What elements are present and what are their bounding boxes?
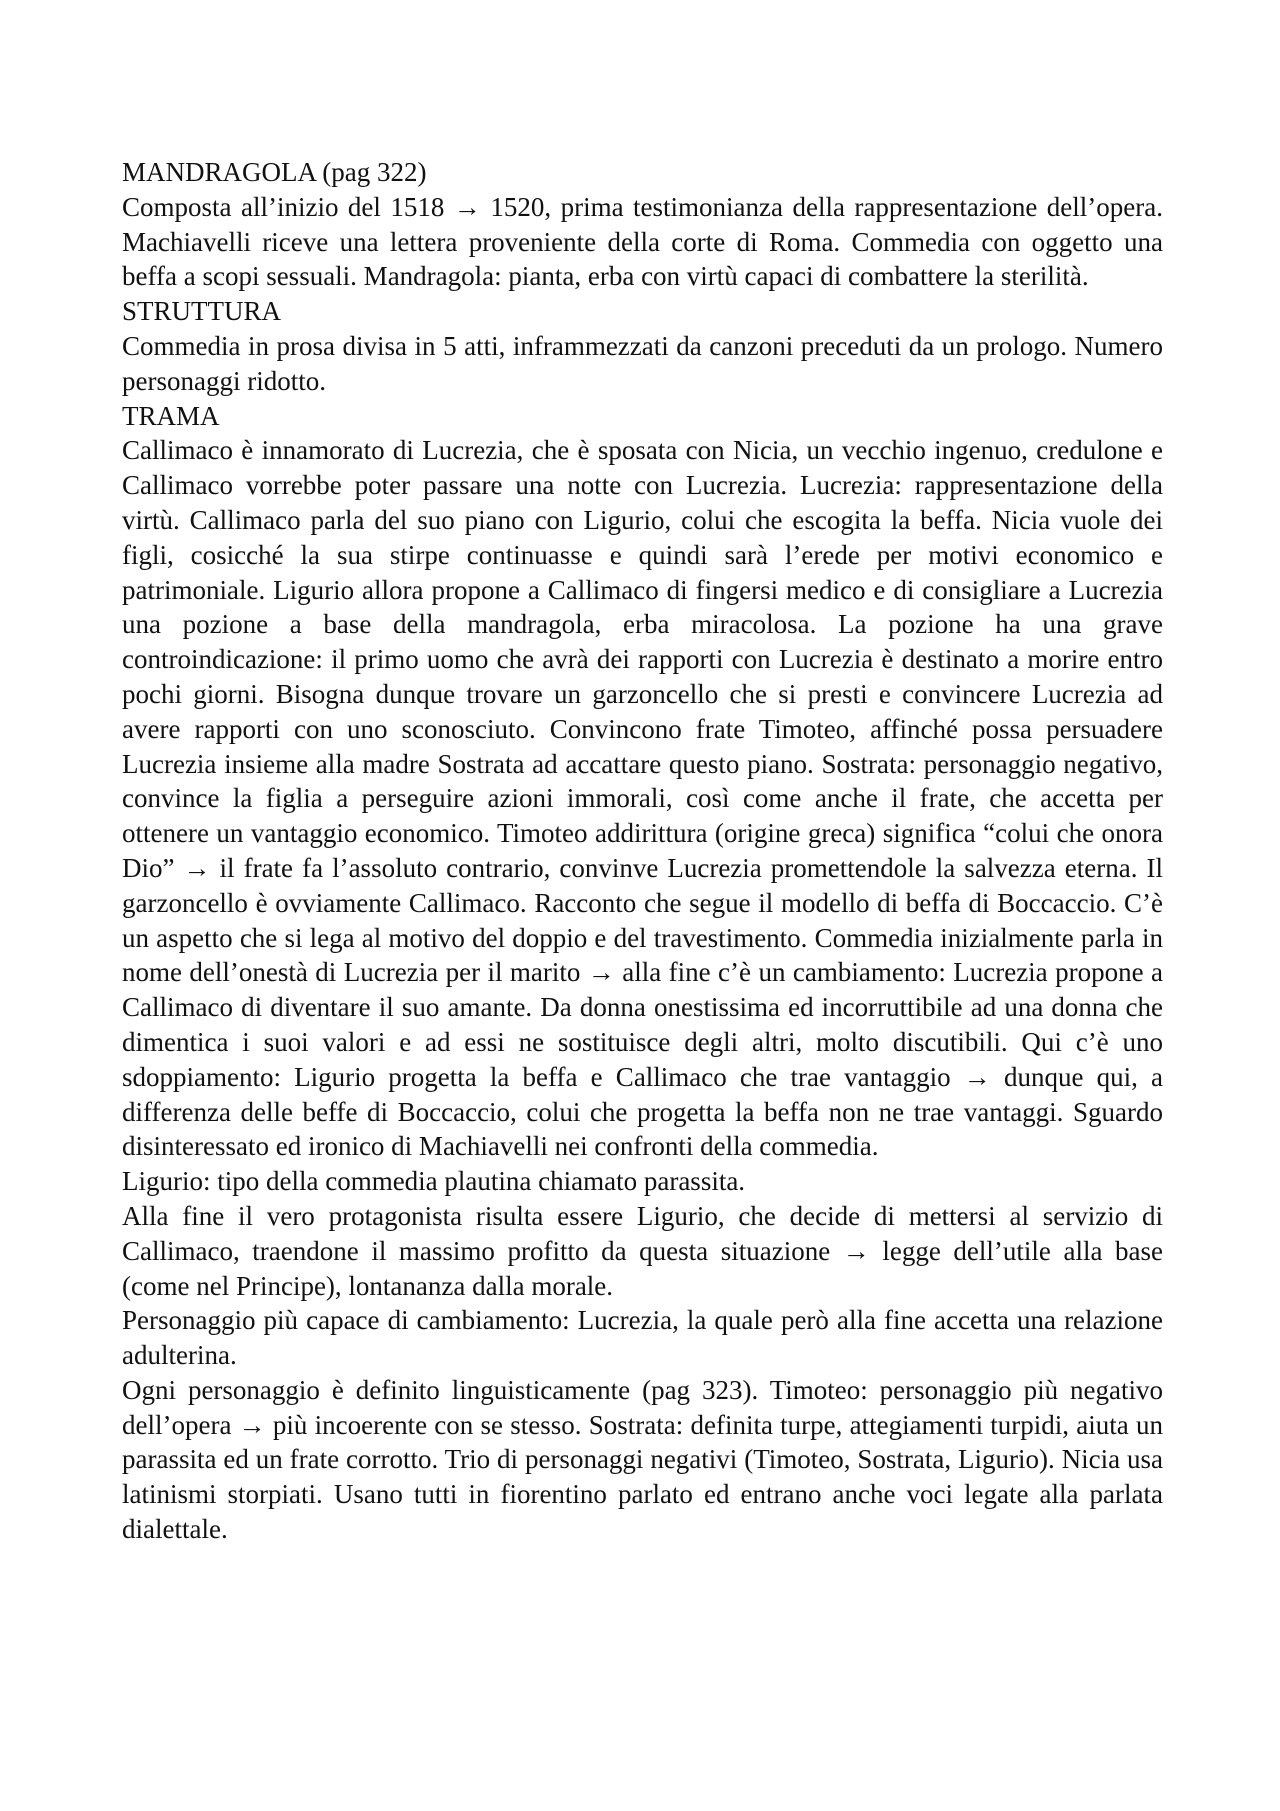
change-paragraph: Personaggio più capace di cambiamento: Lucrezia, la quale però alla fine accetta una relazione adulterina.	[122, 1305, 1163, 1371]
document-page	[122, 155, 1163, 1547]
ligurio-paragraph: Ligurio: tipo della commedia plautina chiamato parassita.	[122, 1166, 746, 1197]
intro-paragraph: Composta all’inizio del 1518 → 1520, prima testimonianza della rappresentazione dell’opera. Machiavelli riceve una lettera proveniente della corte di Roma. Commedia con oggetto una beffa a scopi sessuali. Mandragola: pianta, erba con virtù capaci di combattere la sterilità.	[122, 191, 1163, 292]
document-title: MANDRAGOLA (pag 322)	[122, 157, 427, 187]
section-heading-structure: STRUTTURA	[122, 296, 282, 327]
structure-paragraph: Commedia in prosa divisa in 5 atti, inframmezzati da canzoni preceduti da un prologo. Numero personaggi ridotto.	[122, 330, 1163, 396]
plot-paragraph: Callimaco è innamorato di Lucrezia, che è sposata con Nicia, un vecchio ingenuo, credulone e Callimaco vorrebbe poter passare una notte con Lucrezia. Lucrezia: rappresentazione della virtù. Callimaco parla del suo piano con Ligurio, colui che escogita la beffa. Nicia vuole dei figli, cosicché la sua stirpe continuasse e quindi sarà l’erede per motivi economico e patrimoniale. Ligurio allora propone a Callimaco di fingersi medico e di consigliare a Lucrezia una pozione a base della mandragola, erba miracolosa. La pozione ha una grave controindicazione: il primo uomo che avrà dei rapporti con Lucrezia è destinato a morire entro pochi giorni. Bisogna dunque trovare un garzoncello che si presti e convincere Lucrezia ad avere rapporti con uno sconosciuto. Convincono frate Timoteo, affinché possa persuadere Lucrezia insieme alla madre Sostrata ad accattare questo piano. Sostrata: personaggio negativo, convince la figlia a perseguire azioni immorali, così come anche il frate, che accetta per ottenere un vantaggio economico. Timoteo addirittura (origine greca) significa “colui che onora Dio” → il frate fa l’assoluto contrario, convinve Lucrezia promettendole la salvezza eterna. Il garzoncello è ovviamente Callimaco. Racconto che segue il modello di beffa di Boccaccio. C’è un aspetto che si lega al motivo del doppio e del travestimento. Commedia inizialmente parla in nome dell’onestà di Lucrezia per il marito → alla fine c’è un cambiamento: Lucrezia propone a Callimaco di diventare il suo amante. Da donna onestissima ed incorruttibile ad una donna che dimentica i suoi valori e ad essi ne sostituisce degli altri, molto discutibili. Qui c’è uno sdoppiamento: Ligurio progetta la beffa e Callimaco che trae vantaggio → dunque qui, a differenza delle beffe di Boccaccio, colui che progetta la beffa non ne trae vantaggi. Sguardo disinteressato ed ironico di Machiavelli nei confronti della commedia.	[122, 435, 1163, 1162]
section-heading-plot: TRAMA	[122, 400, 220, 431]
protagonist-paragraph: Alla fine il vero protagonista risulta essere Ligurio, che decide di mettersi al servizio di Callimaco, traendone il massimo profitto da questa situazione → legge dell’utile alla base (come nel Principe), lontananza dalla morale.	[122, 1200, 1163, 1301]
language-paragraph: Ogni personaggio è definito linguisticamente (pag 323). Timoteo: personaggio più negativo dell’opera → più incoerente con se stesso. Sostrata: definita turpe, attegiamenti turpidi, aiuta un parassita ed un frate corrotto. Trio di personaggi negativi (Timoteo, Sostrata, Ligurio). Nicia usa latinismi storpiati. Usano tutti in fiorentino parlato ed entrano anche voci legate alla parlata dialettale.	[122, 1374, 1163, 1545]
